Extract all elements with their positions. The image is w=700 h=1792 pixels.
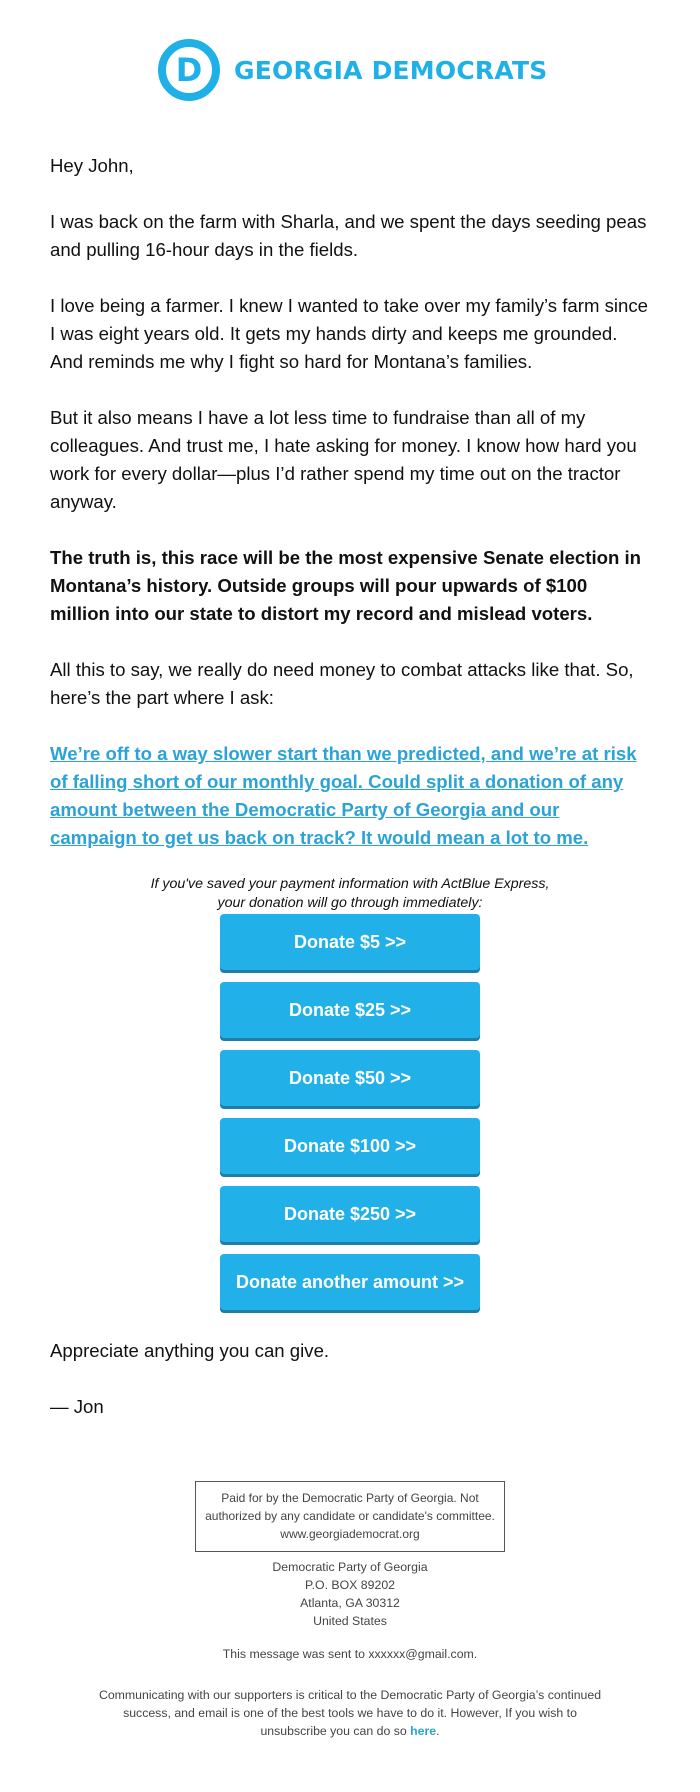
democrats-logo-icon <box>157 38 221 102</box>
address-line: P.O. BOX 89202 <box>304 1578 395 1592</box>
disclaimer-url: www.georgiademocrat.org <box>280 1527 420 1541</box>
donate-other-amount-button[interactable]: Donate another amount >> <box>220 1254 480 1310</box>
donate-25-button[interactable]: Donate $25 >> <box>220 982 480 1038</box>
donate-100-button[interactable]: Donate $100 >> <box>220 1118 480 1174</box>
paid-for-disclaimer <box>195 1481 505 1552</box>
org-name: GEORGIA DEMOCRATS <box>234 55 548 85</box>
address-country: United States <box>313 1614 387 1628</box>
note-line: your donation will go through immediately: <box>217 895 483 911</box>
unsubscribe-text: Communicating with our supporters is critical to the Democratic Party of Georgia’s continued success, and email is one of the best tools we have to do it. However, If you wish to unsubscribe you can do so <box>98 1688 602 1738</box>
unsubscribe-link[interactable]: here <box>410 1724 437 1738</box>
unsubscribe-period: . <box>436 1724 440 1738</box>
donate-5-button[interactable]: Donate $5 >> <box>220 914 480 970</box>
body-paragraph: I was back on the farm with Sharla, and we spent the days seeding peas and pulling 16-hour days in the fields. <box>50 211 647 260</box>
donate-buttons <box>220 914 480 1322</box>
unsubscribe-notice <box>90 1686 610 1740</box>
donate-50-button[interactable]: Donate $50 >> <box>220 1050 480 1106</box>
header-logo[interactable] <box>157 35 547 105</box>
donation-appeal-link[interactable]: We’re off to a way slower start than we predicted, and we’re at risk of falling short of our monthly goal. Could split a donation of any amount between the Democratic Party of Georgia and our campaign to get us back on track? It would mean a lot to me. <box>50 743 637 848</box>
address-line: Atlanta, GA 30312 <box>300 1596 400 1610</box>
sent-to-notice: This message was sent to xxxxxx@gmail.com. <box>222 1647 478 1661</box>
donate-250-button[interactable]: Donate $250 >> <box>220 1186 480 1242</box>
mailing-address <box>150 1558 550 1630</box>
actblue-express-note <box>100 875 600 913</box>
note-line: If you've saved your payment information with ActBlue Express, <box>150 876 550 892</box>
body-paragraph: I love being a farmer. I knew I wanted to take over my family’s farm since I was eight years old. It gets my hands dirty and keeps me grounded. And reminds me why I fight so hard for Montana’s families. <box>50 295 649 372</box>
body-paragraph: But it also means I have a lot less time to fundraise than all of my colleagues. And trust me, I hate asking for money. I know how hard you work for every dollar—plus I’d rather spend my time out on the tractor anyway. <box>50 407 637 512</box>
signoff: — Jon <box>50 1396 104 1417</box>
address-name: Democratic Party of Georgia <box>272 1560 428 1574</box>
disclaimer-line: authorized by any candidate or candidate's committee. <box>205 1509 495 1523</box>
greeting: Hey John, <box>50 155 134 176</box>
body-paragraph: All this to say, we really do need money to combat attacks like that. So, here’s the part where I ask: <box>50 659 634 708</box>
bold-paragraph: The truth is, this race will be the most expensive Senate election in Montana’s history. Outside groups will pour upwards of $100 million into our state to distort my record and mislead voters. <box>50 547 642 624</box>
disclaimer-line: Paid for by the Democratic Party of Georgia. Not <box>221 1491 479 1505</box>
logo-letter: D <box>175 51 203 89</box>
closing-line: Appreciate anything you can give. <box>50 1340 330 1361</box>
email-body <box>50 152 650 880</box>
